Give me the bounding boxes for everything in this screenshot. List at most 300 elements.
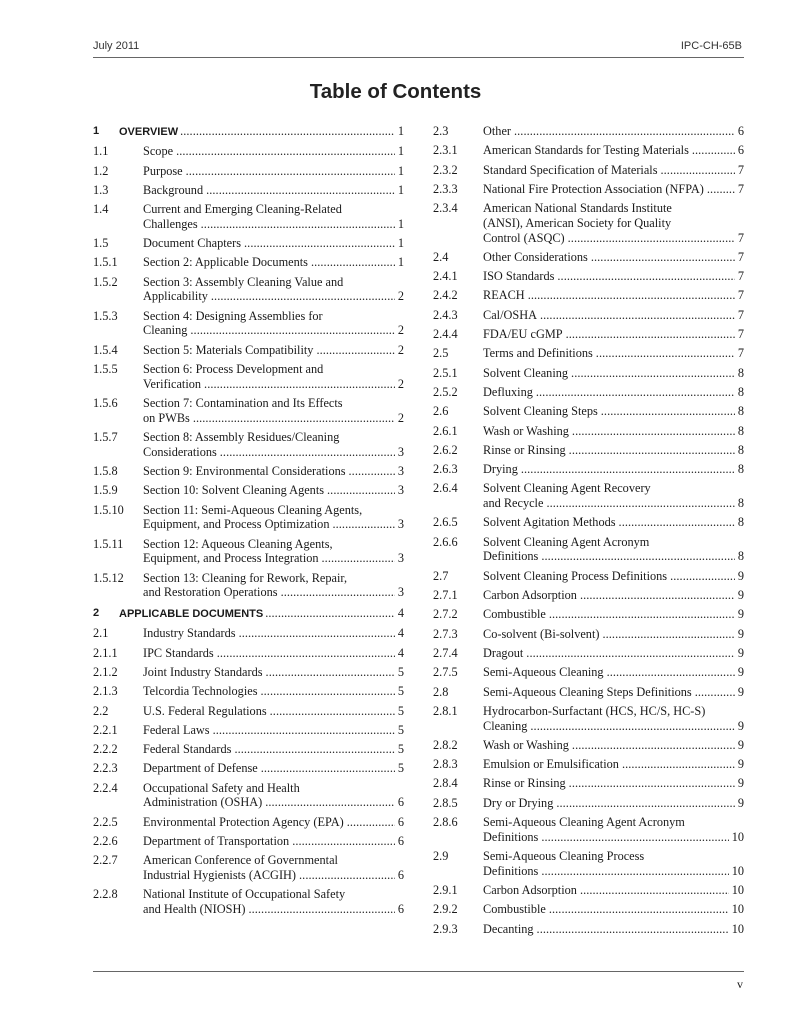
toc-entry-final-line [483,163,744,178]
toc-entry-number: 2.3.2 [433,162,458,177]
toc-entry-number: 1.1 [93,144,109,159]
toc-entry-final-line [483,588,744,603]
toc-entry-title-line: Definitions [483,829,539,844]
toc-entry-page: 7 [737,327,744,342]
dot-leader [572,424,735,439]
toc-entry-title-line: Department of Transportation [143,834,290,849]
toc-entry-title-line: American National Standards Institute [483,201,672,216]
toc-entry-title-line: Joint Industry Standards [143,664,263,679]
toc-entry [93,164,404,179]
toc-entry-page: 10 [731,863,744,878]
dot-leader [248,902,394,917]
toc-entry [93,503,404,532]
toc-entry-title-line: Solvent Cleaning Agent Acronym [483,534,650,549]
toc-entry-final-line [143,795,404,810]
toc-entry-body [143,362,404,391]
toc-entry-number: 1.5.9 [93,483,118,498]
toc-entry-page: 6 [397,834,404,849]
toc-entry [93,742,404,757]
dot-leader [311,255,395,270]
toc-entry-title-line: on PWBs [143,410,190,425]
toc-entry [433,704,744,733]
toc-entry-final-line [483,719,744,734]
toc-entry-page: 8 [737,515,744,530]
toc-entry [93,396,404,425]
toc-entry-number: 2.6.3 [433,462,458,477]
toc-entry-title-line: OVERVIEW [119,126,179,138]
toc-entry-number: 2.3.1 [433,143,458,158]
toc-entry-number: 2.6.1 [433,423,458,438]
toc-entry-number: 2.7 [433,568,449,583]
toc-entry-page: 1 [397,163,404,178]
toc-entry [93,626,404,641]
dot-leader [176,144,395,159]
toc-entry [433,143,744,158]
toc-entry-final-line [143,834,404,849]
toc-entry-page: 5 [397,761,404,776]
toc-entry-body [483,757,744,772]
dot-leader [514,124,735,139]
toc-entry-body [483,250,744,265]
toc-entry-final-line [483,404,744,419]
toc-entry-final-line [483,366,744,381]
dot-leader [201,217,395,232]
toc-entry-body [483,607,744,622]
toc-entry-page: 3 [397,551,404,566]
toc-entry-title-line: Section 7: Contamination and Its Effects [143,396,343,411]
toc-entry-body [483,143,744,158]
toc-entry-page: 5 [397,684,404,699]
toc-entry-body [483,796,744,811]
dot-leader [266,665,395,680]
dot-leader [540,308,735,323]
toc-entry-page: 1 [397,216,404,231]
dot-leader [186,164,395,179]
toc-entry-page: 3 [397,444,404,459]
toc-entry-title-line: Department of Defense [143,761,258,776]
toc-entry-final-line [143,445,404,460]
dot-leader [204,377,395,392]
toc-entry-final-line [483,864,744,879]
toc-entry-title-line: Combustible [483,607,546,622]
toc-entry-number: 1.3 [93,182,109,197]
toc-entry [93,853,404,882]
toc-entry-final-line [143,411,404,426]
toc-entry-final-line [119,606,404,622]
toc-entry-final-line [143,551,404,566]
toc-entry-title-line: American Standards for Testing Materials [483,143,689,158]
toc-entry-title-line: Industrial Hygienists (ACGIH) [143,868,297,883]
toc-entry-body [483,443,744,458]
dot-leader [568,231,735,246]
toc-entry-final-line [143,236,404,251]
dot-leader [601,404,735,419]
toc-entry [433,815,744,844]
toc-entry-title-line: Carbon Adsorption [483,883,577,898]
toc-entry-page: 4 [397,645,404,660]
toc-entry-title-line: Verification [143,376,202,391]
toc-entry-number: 2.4.3 [433,307,458,322]
toc-entry-body [483,776,744,791]
dot-leader [692,143,735,158]
toc-entry-page: 2 [397,289,404,304]
toc-entry [433,685,744,700]
toc-entry-body [143,503,404,532]
toc-entry-final-line [483,250,744,265]
toc-entry-final-line [483,685,744,700]
dot-leader [349,464,395,479]
toc-entry-number: 2.1 [93,626,109,641]
toc-entry-title-line: Environmental Protection Agency (EPA) [143,814,344,829]
toc-entry-page: 10 [731,829,744,844]
toc-entry-page: 9 [737,665,744,680]
toc-entry-number: 2.3 [433,124,449,138]
toc-entry-page: 6 [737,124,744,138]
toc-entry-final-line [143,626,404,641]
toc-entry-title-line: Dragout [483,645,524,660]
dot-leader [566,327,735,342]
dot-leader [281,585,395,600]
toc-entry-final-line [143,464,404,479]
toc-entry-final-line [483,665,744,680]
dot-leader [211,289,395,304]
toc-entry-page: 7 [737,230,744,245]
toc-entry [93,665,404,680]
toc-entry-number: 2.4.2 [433,288,458,303]
toc-entry-title-line: Considerations [143,444,217,459]
toc-entry [93,464,404,479]
toc-entry-title-line: Section 2: Applicable Documents [143,255,308,270]
toc-entry-number: 1 [93,125,100,137]
toc-entry-page: 8 [737,404,744,419]
toc-entry-body [143,742,404,757]
toc-entry-body [143,202,404,231]
toc-entry-number: 2.2.5 [93,814,118,829]
toc-entry-title-line: ISO Standards [483,269,555,284]
toc-entry [433,796,744,811]
toc-entry-title-line: Combustible [483,902,546,917]
toc-entry-title-line: Semi-Aqueous Cleaning [483,665,604,680]
toc-entry-number: 2.2.8 [93,887,118,902]
toc-entry-page: 1 [397,255,404,270]
toc-entry-body [143,723,404,738]
toc-entry [433,607,744,622]
toc-entry-number: 2.4.1 [433,269,458,284]
toc-entry-final-line [483,515,744,530]
toc-entry [433,269,744,284]
toc-entry-final-line [483,549,744,564]
toc-entry-number: 2.8.4 [433,776,458,791]
toc-entry-number: 2.7.2 [433,607,458,622]
toc-entry-body [143,887,404,916]
toc-entry-body [483,124,744,139]
toc-entry-page: 7 [737,307,744,322]
toc-entry-body [483,849,744,878]
toc-entry-final-line [143,704,404,719]
toc-entry-page: 6 [397,902,404,917]
page-title: Table of Contents [309,80,482,103]
toc-entry-body [483,163,744,178]
toc-entry-final-line [143,377,404,392]
toc-entry-body [143,761,404,776]
dot-leader [549,607,735,622]
toc-entry-body [143,834,404,849]
toc-entry-number: 2.8.2 [433,737,458,752]
toc-entry-number: 2.2.7 [93,853,118,868]
toc-entry-body [143,309,404,338]
toc-entry-final-line [483,830,744,845]
toc-entry [93,483,404,498]
toc-entry-body [483,327,744,342]
toc-entry [433,308,744,323]
toc-entry-final-line [143,665,404,680]
toc-entry-title-line: Section 3: Assembly Cleaning Value and [143,274,344,289]
toc-entry-number: 2.9 [433,849,449,864]
dot-leader [265,795,395,810]
toc-entry-body [483,665,744,680]
toc-entry-page: 7 [737,269,744,284]
toc-entry-body [143,255,404,270]
dot-leader [580,588,735,603]
toc-entry-number: 1.5.7 [93,430,118,445]
toc-entry [433,627,744,642]
toc-entry-page: 9 [737,718,744,733]
toc-entry-number: 2.6.6 [433,534,458,549]
toc-entry-title-line: and Restoration Operations [143,585,278,600]
toc-entry-page: 3 [397,585,404,600]
toc-entry-title-line: Current and Emerging Cleaning-Related [143,202,342,217]
toc-entry-title-line: Industry Standards [143,626,236,641]
toc-entry-final-line [483,143,744,158]
toc-entry-title-line: Telcordia Technologies [143,684,258,699]
page-number: v [737,977,743,991]
toc-entry-page: 8 [737,549,744,564]
toc-entry-body [143,781,404,810]
toc-entry-number: 2 [93,607,100,620]
toc-entry-number: 2.8.1 [433,703,458,718]
toc-entry [93,834,404,849]
toc-entry [433,462,744,477]
toc-entry-page: 10 [731,921,744,936]
toc-entry [433,883,744,898]
dot-leader [607,665,735,680]
toc-entry [433,646,744,661]
toc-entry-number: 2.6.2 [433,442,458,457]
toc-entry-final-line [483,607,744,622]
toc-entry [93,144,404,159]
toc-entry-number: 2.9.1 [433,883,458,898]
toc-entry [93,430,404,459]
toc-entry-number: 2.2.4 [93,780,118,795]
toc-entry-page: 9 [737,737,744,752]
toc-entry-title-line: American Conference of Governmental [143,853,338,868]
toc-entry-final-line [143,815,404,830]
toc-entry-number: 2.7.1 [433,588,458,603]
toc-entry-body [483,346,744,361]
toc-entry-page: 10 [731,902,744,917]
toc-entry [433,569,744,584]
toc-entry-page: 10 [731,883,744,898]
toc-entry-title-line: Scope [143,144,174,159]
dot-leader [299,868,395,883]
toc-entry-title-line: Section 12: Aqueous Cleaning Agents, [143,536,333,551]
toc-entry-final-line [483,346,744,361]
toc-entry-title-line: Section 9: Environmental Considerations [143,464,346,479]
toc-entry [433,346,744,361]
toc-entry-title-line: Rinse or Rinsing [483,442,566,457]
toc-entry-title-line: Definitions [483,863,539,878]
toc-entry-number: 2.4.4 [433,327,458,342]
toc-entry [433,588,744,603]
toc-entry-number: 2.1.2 [93,664,118,679]
toc-entry-title-line: Solvent Cleaning Steps [483,404,598,419]
toc-entry-number: 1.4 [93,202,109,217]
footer-rule [93,971,744,972]
dot-leader [602,627,734,642]
toc-entry-body [483,685,744,700]
toc-entry-page: 9 [737,645,744,660]
toc-entry-final-line [119,124,404,140]
toc-entry-body [483,182,744,197]
toc-entry [93,815,404,830]
toc-entry-page: 5 [397,703,404,718]
toc-entry [433,424,744,439]
toc-entry-number: 2.5.2 [433,384,458,399]
dot-leader [261,761,395,776]
toc-entry [433,849,744,878]
toc-entry-title-line: Purpose [143,163,183,178]
toc-entry-body [483,569,744,584]
toc-entry-title-line: Rinse or Rinsing [483,776,566,791]
toc-entry-page: 7 [737,249,744,264]
toc-entry-body [483,535,744,564]
toc-entry [93,704,404,719]
toc-entry-body [483,646,744,661]
dot-leader [571,366,735,381]
toc-entry-number: 2.1.3 [93,684,118,699]
toc-entry-final-line [483,646,744,661]
toc-entry-number: 1.5.2 [93,274,118,289]
toc-entry-final-line [483,738,744,753]
toc-entry [93,887,404,916]
toc-entry-title-line: Section 10: Solvent Cleaning Agents [143,483,325,498]
toc-entry-final-line [483,182,744,197]
toc-entry-title-line: Solvent Cleaning Agent Recovery [483,481,651,496]
dot-leader [591,250,735,265]
header-date: July 2011 [93,40,140,52]
toc-entry-title-line: Definitions [483,549,539,564]
toc-entry-body [483,515,744,530]
toc-entry-number: 2.6.5 [433,515,458,530]
toc-entry-body [143,665,404,680]
dot-leader [244,236,395,251]
toc-entry-title-line: Semi-Aqueous Cleaning Steps Definitions [483,684,692,699]
toc-entry [93,646,404,661]
toc-entry-page: 8 [737,365,744,380]
toc-entry-title-line: Section 5: Materials Compatibility [143,342,314,357]
dot-leader [530,719,734,734]
toc-entry-page: 8 [737,496,744,511]
toc-entry-title-line: Wash or Washing [483,737,569,752]
toc-entry-final-line [483,496,744,511]
toc-entry-page: 6 [397,868,404,883]
toc-entry [93,761,404,776]
toc-entry-page: 9 [737,684,744,699]
toc-entry-final-line [483,288,744,303]
toc-entry-page: 6 [397,814,404,829]
toc-entry [93,309,404,338]
toc-entry-final-line [483,327,744,342]
toc-entry [433,163,744,178]
toc-entry-title-line: Applicability [143,289,208,304]
dot-leader [541,864,728,879]
toc-entry-number: 2.6.4 [433,481,458,496]
toc-entry [433,902,744,917]
toc-entry-number: 2.7.3 [433,626,458,641]
toc-entry-final-line [143,684,404,699]
toc-entry-page: 3 [397,483,404,498]
toc-entry-title-line: Control (ASQC) [483,230,565,245]
toc-entry-final-line [483,124,744,139]
toc-entry-page: 9 [737,607,744,622]
toc-entry [433,757,744,772]
toc-entry-title-line: and Health (NIOSH) [143,902,246,917]
toc-entry [433,665,744,680]
dot-leader [580,883,729,898]
toc-entry-number: 2.2.3 [93,761,118,776]
toc-entry-number: 1.5.3 [93,308,118,323]
toc-entry-final-line [483,796,744,811]
toc-entry-body [483,404,744,419]
toc-entry-final-line [143,646,404,661]
toc-entry [93,275,404,304]
toc-entry-body [143,483,404,498]
toc-entry-title-line: Section 4: Designing Assemblies for [143,308,323,323]
toc-entry-title-line: Section 13: Cleaning for Rework, Repair, [143,570,348,585]
toc-entry-title-line: Section 6: Process Development and [143,362,324,377]
header-rule [93,57,744,58]
toc-entry-final-line [143,289,404,304]
dot-leader [569,443,735,458]
dot-leader [528,288,735,303]
toc-entry-title-line: Solvent Cleaning [483,365,569,380]
toc-entry-number: 2.8.6 [433,815,458,830]
toc-entry-final-line [143,323,404,338]
toc-entry-page: 3 [397,517,404,532]
toc-entry-number: 1.5.12 [93,570,124,585]
toc-entry-final-line [483,385,744,400]
toc-entry-number: 2.7.4 [433,645,458,660]
toc-entry-page: 2 [397,410,404,425]
toc-entry-final-line [483,627,744,642]
dot-leader [596,346,735,361]
toc-entry-number: 1.5.6 [93,396,118,411]
dot-leader [569,776,735,791]
toc-entry-title-line: Decanting [483,921,534,936]
toc-entry-final-line [483,776,744,791]
toc-entry-title-line: Solvent Agitation Methods [483,515,616,530]
toc-entry-number: 1.5.5 [93,362,118,377]
toc-entry-final-line [143,255,404,270]
toc-entry-title-line: APPLICABLE DOCUMENTS [119,608,264,621]
toc-entry-number: 2.5.1 [433,365,458,380]
toc-entry-page: 7 [737,288,744,303]
toc-entry [433,327,744,342]
dot-leader [670,569,735,584]
toc-entry-title-line: Federal Laws [143,722,210,737]
toc-entry-body [119,124,404,140]
dot-leader [572,738,735,753]
